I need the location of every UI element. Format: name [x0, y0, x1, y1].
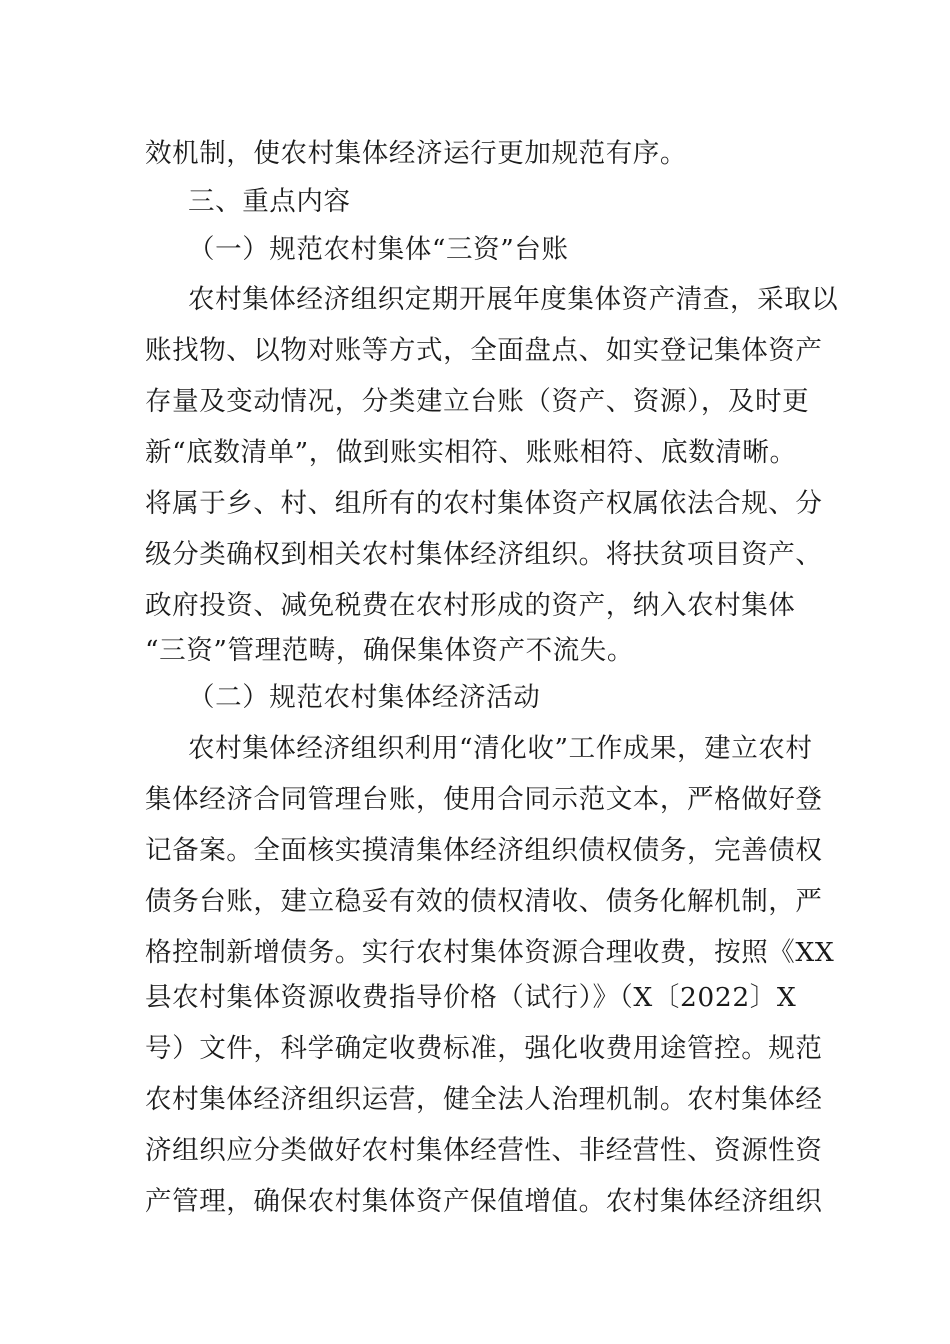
paragraph-line: 级分类确权到相关农村集体经济组织。将扶贫项目资产、	[145, 539, 823, 570]
paragraph-line: 政府投资、减免税费在农村形成的资产，纳入农村集体	[145, 590, 796, 621]
paragraph-line: 新“底数清单”，做到账实相符、账账相符、底数清晰。	[145, 437, 797, 468]
paragraph-line: 记备案。全面核实摸清集体经济组织债权债务，完善债权	[145, 835, 823, 866]
paragraph-line: 济组织应分类做好农村集体经营性、非经营性、资源性资	[145, 1135, 823, 1166]
paragraph-continuation-line: 效机制，使农村集体经济运行更加规范有序。	[145, 138, 687, 169]
paragraph-line: 农村集体经济组织利用“清化收”工作成果，建立农村	[188, 733, 813, 764]
paragraph-line: 号）文件，科学确定收费标准，强化收费用途管控。规范	[145, 1033, 823, 1064]
section-heading-key-content: 三、重点内容	[188, 186, 351, 217]
paragraph-line: 农村集体经济组织运营，健全法人治理机制。农村集体经	[145, 1084, 823, 1115]
paragraph-line: 债务台账，建立稳妥有效的债权清收、债务化解机制，严	[145, 886, 823, 917]
paragraph-line: 集体经济合同管理台账，使用合同示范文本，严格做好登	[145, 784, 823, 815]
paragraph-line: 将属于乡、村、组所有的农村集体资产权属依法合规、分	[145, 488, 823, 519]
paragraph-line: 账找物、以物对账等方式，全面盘点、如实登记集体资产	[145, 335, 823, 366]
subsection-heading-1: （一）规范农村集体“三资”台账	[188, 234, 569, 265]
paragraph-line: 农村集体经济组织定期开展年度集体资产清查，采取以	[188, 284, 839, 315]
paragraph-line: 产管理，确保农村集体资产保值增值。农村集体经济组织	[145, 1186, 823, 1217]
subsection-heading-2: （二）规范农村集体经济活动	[188, 682, 541, 713]
paragraph-line: 格控制新增债务。实行农村集体资源合理收费，按照《XX	[145, 937, 835, 968]
paragraph-line: 县农村集体资源收费指导价格（试行）》（X〔2022〕X	[145, 982, 797, 1013]
paragraph-line: 存量及变动情况，分类建立台账（资产、资源），及时更	[145, 386, 810, 417]
paragraph-line: “三资”管理范畴，确保集体资产不流失。	[145, 635, 634, 666]
